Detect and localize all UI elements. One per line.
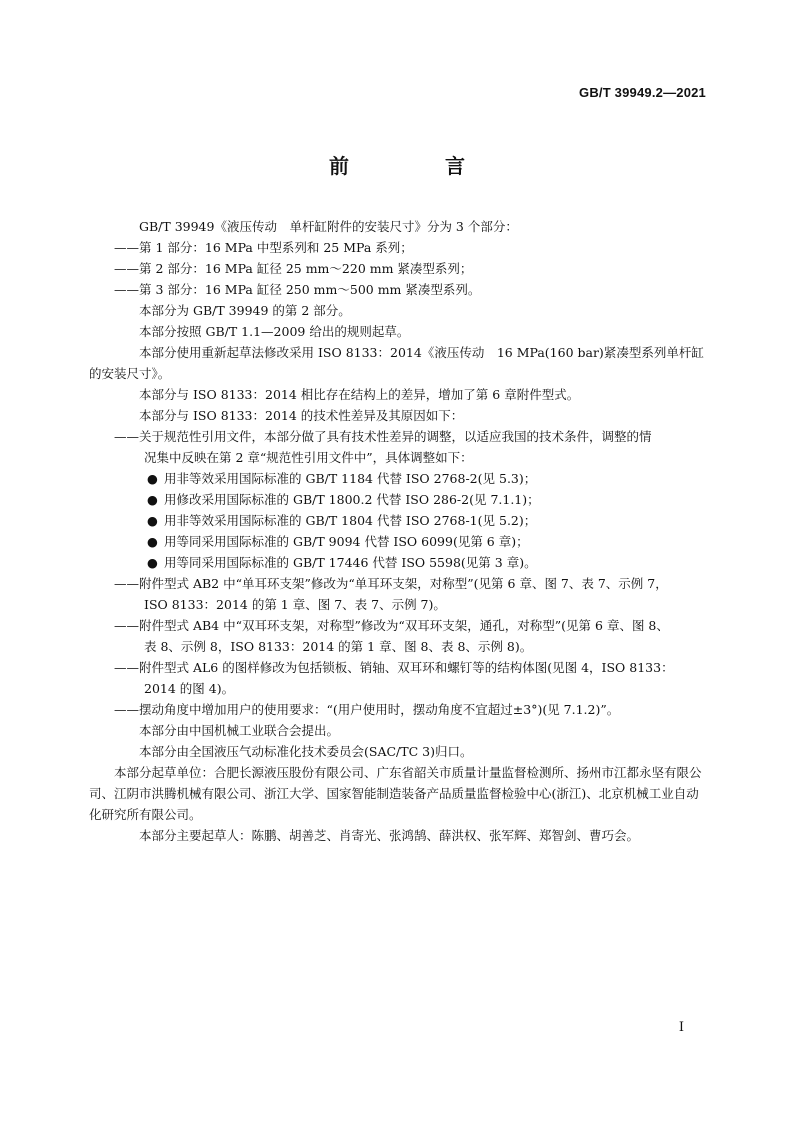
bullet-text: 用修改采用国际标准的 GB/T 1800.2 代替 ISO 286-2(见 7.1.1)；: [164, 492, 540, 507]
list-item: ——附件型式 AB2 中“单耳环支架”修改为“单耳环支架，对称型”(见第 6 章、图 7、表 7、示例 7，: [114, 576, 668, 591]
page-number: I: [678, 1020, 684, 1035]
paragraph: 本部分主要起草人：陈鹏、胡善芝、肖寄光、张鸿鹄、薛洪权、张军辉、郑智剑、曹巧会。: [139, 828, 640, 843]
list-item: ——摆动角度中增加用户的使用要求：“(用户使用时，摆动角度不宜超过±3°)(见 7.1.2)”。: [114, 702, 620, 717]
bullet-text: 用非等效采用国际标准的 GB/T 1184 代替 ISO 2768-2(见 5.3)；: [164, 471, 537, 486]
paragraph: 本部分起草单位：合肥长源液压股份有限公司、广东省韶关市质量计量监督检测所、扬州市江都永坚有限公司、江阴市洪腾机械有限公司、浙江大学、国家智能制造装备产品质量监督检验中心(浙江)、北京机械工业自动化研究所有限公司。: [89, 765, 702, 822]
paragraph-continuation: 的安装尺寸》。: [89, 366, 171, 381]
foreword-body: [89, 216, 710, 846]
paragraph: 本部分与 ISO 8133：2014 的技术性差异及其原因如下：: [139, 408, 464, 423]
standard-number: GB/T 39949.2—2021: [579, 85, 706, 100]
bullet-icon: ●: [147, 534, 158, 549]
paragraph: 本部分使用重新起草法修改采用 ISO 8133：2014《液压传动 16 MPa(160 bar)紧凑型系列单杆缸: [139, 345, 704, 360]
paragraph: GB/T 39949《液压传动 单杆缸附件的安装尺寸》分为 3 个部分：: [139, 219, 518, 234]
list-item: ——第 3 部分：16 MPa 缸径 250 mm～500 mm 紧凑型系列。: [114, 282, 481, 297]
list-item: ——第 2 部分：16 MPa 缸径 25 mm～220 mm 紧凑型系列；: [114, 261, 473, 276]
bullet-text: 用等同采用国际标准的 GB/T 17446 代替 ISO 5598(见第 3 章)。: [164, 555, 537, 570]
list-item: ——附件型式 AB4 中“双耳环支架，对称型”修改为“双耳环支架，通孔，对称型”(见第 6 章、图 8、: [114, 618, 669, 633]
bullet-text: 用非等效采用国际标准的 GB/T 1804 代替 ISO 2768-1(见 5.2)；: [164, 513, 537, 528]
paragraph: 本部分由全国液压气动标准化技术委员会(SAC/TC 3)归口。: [139, 744, 473, 759]
paragraph: 本部分与 ISO 8133：2014 相比存在结构上的差异，增加了第 6 章附件型式。: [139, 387, 580, 402]
list-item-continuation: 2014 的图 4)。: [144, 681, 235, 696]
bullet-icon: ●: [147, 555, 158, 570]
bullet-item: [114, 468, 710, 489]
bullet-icon: ●: [147, 471, 158, 486]
bullet-item: [114, 531, 710, 552]
bullet-text: 用等同采用国际标准的 GB/T 9094 代替 ISO 6099(见第 6 章)；: [164, 534, 529, 549]
paragraph: 本部分按照 GB/T 1.1—2009 给出的规则起草。: [139, 324, 410, 339]
bullet-item: [114, 552, 710, 573]
paragraph: 本部分由中国机械工业联合会提出。: [139, 723, 340, 738]
list-item: ——第 1 部分：16 MPa 中型系列和 25 MPa 系列；: [114, 240, 413, 255]
list-item-continuation: ISO 8133：2014 的第 1 章、图 7、表 7、示例 7)。: [144, 597, 446, 612]
paragraph: 本部分为 GB/T 39949 的第 2 部分。: [139, 303, 351, 318]
list-item-continuation: 况集中反映在第 2 章“规范性引用文件中”，具体调整如下：: [144, 450, 473, 465]
list-item: ——关于规范性引用文件，本部分做了具有技术性差异的调整，以适应我国的技术条件，调整的情: [114, 429, 652, 444]
bullet-icon: ●: [147, 513, 158, 528]
bullet-icon: ●: [147, 492, 158, 507]
list-item-continuation: 表 8、示例 8，ISO 8133：2014 的第 1 章、图 8、表 8、示例 8)。: [144, 639, 533, 654]
page-title: 前 言: [329, 154, 503, 178]
bullet-item: [114, 510, 710, 531]
bullet-item: [114, 489, 710, 510]
list-item: ——附件型式 AL6 的图样修改为包括锁板、销轴、双耳环和螺钉等的结构体图(见图 4，ISO 8133：: [114, 660, 674, 675]
